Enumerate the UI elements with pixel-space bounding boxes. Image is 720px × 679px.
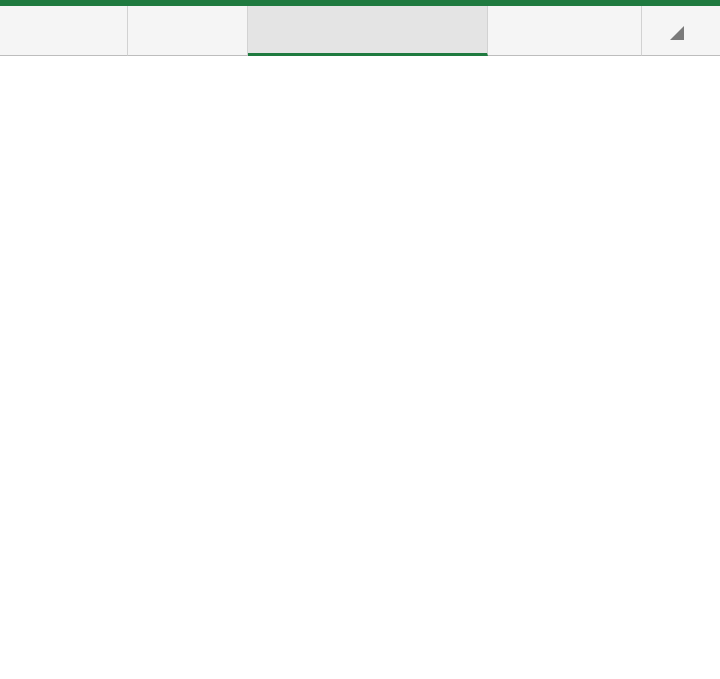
column-header-d[interactable] (0, 6, 128, 56)
column-header-c[interactable] (128, 6, 248, 56)
column-header-b[interactable] (248, 6, 488, 56)
select-all-triangle-icon[interactable] (670, 26, 684, 40)
column-header-a[interactable] (488, 6, 642, 56)
spreadsheet-grid[interactable] (0, 6, 720, 679)
